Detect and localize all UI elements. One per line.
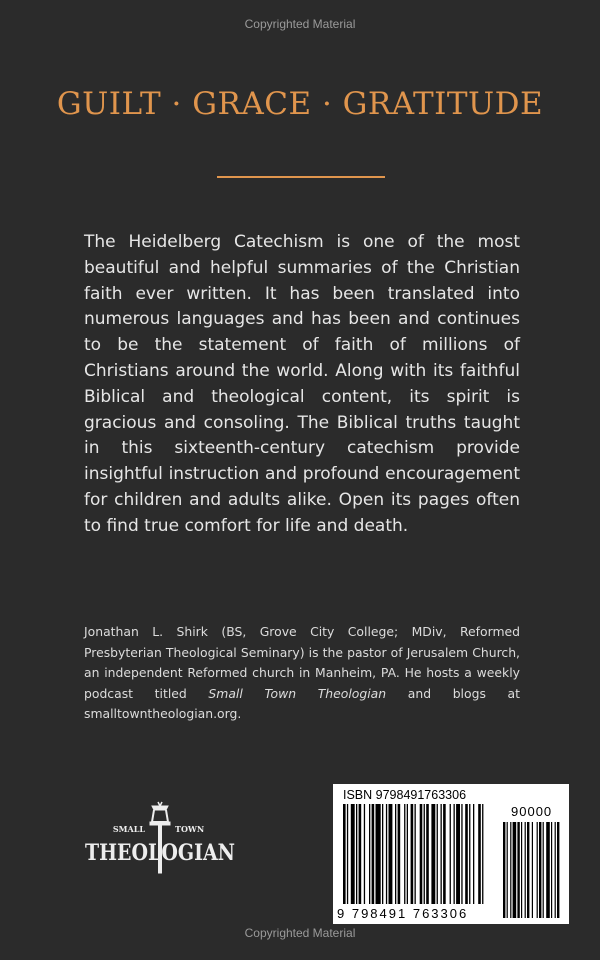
author-bio xyxy=(84,622,520,725)
isbn-barcode xyxy=(333,784,569,924)
copyright-watermark-bottom: Copyrighted Material xyxy=(244,926,356,940)
logo-theologian: THEOLOGIAN xyxy=(85,840,235,866)
podcast-title: Small Town Theologian xyxy=(208,685,387,701)
logo-town: TOWN xyxy=(175,824,205,834)
barcode-digits: 9 798491 763306 xyxy=(337,906,469,921)
copyright-watermark-top: Copyrighted Material xyxy=(244,17,356,31)
logo-small: SMALL xyxy=(112,824,145,834)
publisher-logo xyxy=(80,800,240,875)
addon-code: 90000 xyxy=(511,804,553,819)
isbn-label: ISBN 9798491763306 xyxy=(343,788,467,802)
author-bio-text: Jonathan L. Shirk (BS, Grove City College; MDiv, Reformed Presbyterian Theological Seminary) is the pastor of Jerusalem Church, an independent Reformed church in Manheim, PA. He hosts a weekly podcast titled xyxy=(84,624,520,701)
author-bio-text-end: and blogs at smalltowntheologian.org. xyxy=(84,685,520,722)
title-divider xyxy=(217,176,385,178)
book-description: The Heidelberg Catechism is one of the most beautiful and helpful summaries of the Christian faith ever written. It has been translated into numerous languages and has been and continues to be the statement of faith of millions of Christians around the world. Along with its faithful Biblical and theological content, its spirit is gracious and consoling. The Biblical truths taught in this sixteenth-century catechism provide insightful instruction and profound encouragement for children and adults alike. Open its pages often to find true comfort for life and death. xyxy=(84,232,520,536)
book-tagline: GUILT · GRACE · GRATITUDE xyxy=(56,86,544,122)
